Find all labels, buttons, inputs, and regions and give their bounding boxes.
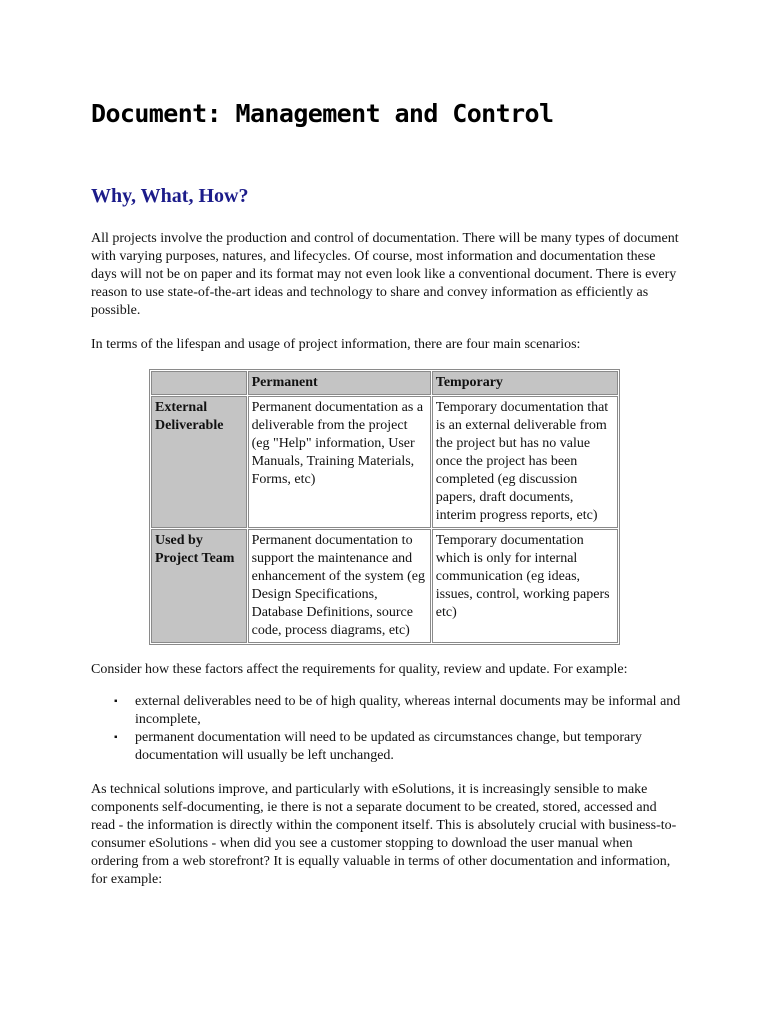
table-header-corner [151, 371, 247, 395]
table-header-row [151, 371, 618, 395]
table-row [151, 396, 618, 528]
consider-paragraph: Consider how these factors affect the requirements for quality, review and update. For example: [91, 662, 628, 677]
list-item [114, 693, 681, 729]
row-label-external-deliverable: External Deliverable [151, 396, 247, 528]
list-item [114, 729, 681, 765]
table-row [151, 529, 618, 643]
list-item-text: permanent documentation will need to be updated as circumstances change, but temporary documentation will usually be left unchanged. [135, 730, 642, 763]
factors-list [91, 693, 681, 765]
square-bullet-icon: ▪ [114, 732, 118, 743]
technical-paragraph: As technical solutions improve, and particularly with eSolutions, it is increasingly sensible to make components self-documenting, ie there is not a separate document to be created, stored, accessed and read - the information is directly within the component itself. This is absolutely crucial with business-to-consumer eSolutions - when did you see a customer stopping to download the user manual when ordering from a web storefront? It is equally valuable in terms of other documentation and information, for example: [91, 782, 677, 887]
intro-paragraph: All projects involve the production and control of documentation. There will be many types of document with varying purposes, natures, and lifecycles. Of course, most information and documentation these days will not be on paper and its format may not even look like a conventional document. There is every reason to use state-of-the-art ideas and technology to share and convey information as efficiently as possible. [91, 231, 679, 318]
list-item-text: external deliverables need to be of high quality, whereas internal documents may be informal and incomplete, [135, 694, 681, 727]
table-cell: Permanent documentation as a deliverable from the project (eg "Help" information, User Manuals, Training Materials, Forms, etc) [248, 396, 431, 528]
scenarios-table [149, 369, 620, 645]
lifespan-paragraph: In terms of the lifespan and usage of project information, there are four main scenarios: [91, 337, 581, 352]
table-cell: Temporary documentation which is only for internal communication (eg ideas, issues, control, working papers etc) [432, 529, 618, 643]
square-bullet-icon: ▪ [114, 696, 118, 707]
table-header-permanent: Permanent [248, 371, 431, 395]
table-cell: Permanent documentation to support the maintenance and enhancement of the system (eg Design Specifications, Database Definitions, source code, process diagrams, etc) [248, 529, 431, 643]
section-heading: Why, What, How? [91, 185, 249, 207]
row-label-used-by-project-team: Used by Project Team [151, 529, 247, 643]
page-title: Document: Management and Control [91, 99, 554, 128]
document-page [91, 96, 681, 889]
table-header-temporary: Temporary [432, 371, 618, 395]
table-cell: Temporary documentation that is an external deliverable from the project but has no value once the project has been completed (eg discussion papers, draft documents, interim progress reports, etc) [432, 396, 618, 528]
